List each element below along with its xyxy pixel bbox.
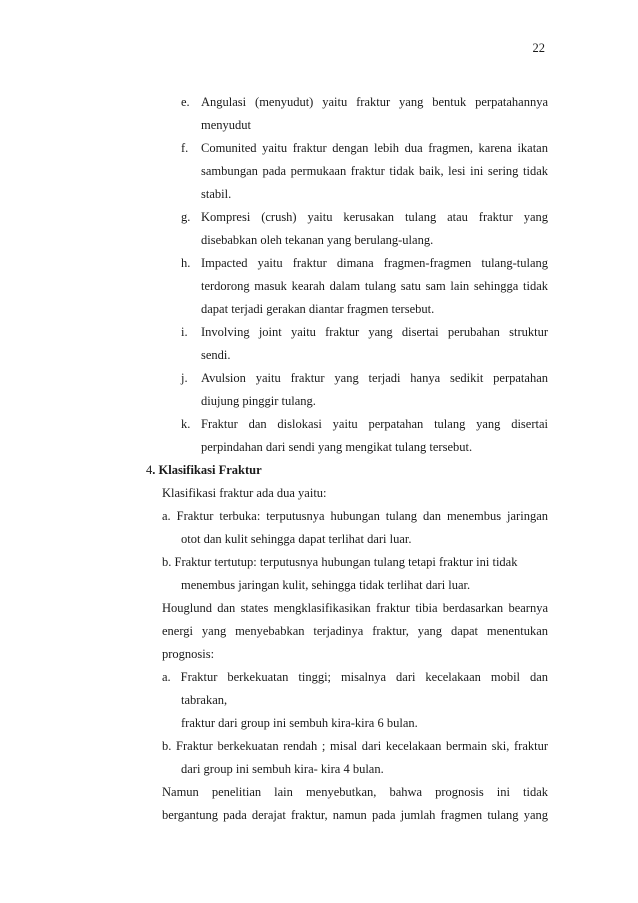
list-item-a-high-energy: a. Fraktur berkekuatan tinggi; misalnya dari kecelakaan mobil dan bbox=[162, 670, 548, 684]
list-marker: g. bbox=[181, 210, 191, 224]
paragraph-intro: Klasifikasi fraktur ada dua yaitu: bbox=[162, 486, 327, 500]
list-text: Angulasi (menyudut) yaitu fraktur yang bentuk perpatahannya bbox=[201, 95, 548, 109]
list-text: sambungan pada permukaan fraktur tidak baik, lesi ini sering tidak bbox=[201, 164, 548, 178]
list-text: Involving joint yaitu fraktur yang disertai perubahan struktur bbox=[201, 325, 548, 339]
list-marker: h. bbox=[181, 256, 191, 270]
list-marker: k. bbox=[181, 417, 191, 431]
list-item-b-low-energy-cont: dari group ini sembuh kira- kira 4 bulan. bbox=[181, 762, 384, 776]
page-number: 22 bbox=[532, 41, 545, 55]
paragraph-namun: bergantung pada derajat fraktur, namun pada jumlah fragmen tulang yang bbox=[162, 808, 548, 822]
list-marker: j. bbox=[181, 371, 188, 385]
list-item-a-open: a. Fraktur terbuka: terputusnya hubungan tulang dan menembus jaringan bbox=[162, 509, 548, 523]
list-text: Impacted yaitu fraktur dimana fragmen-fragmen tulang-tulang bbox=[201, 256, 548, 270]
list-text: terdorong masuk kearah dalam tulang satu sam lain sehingga tidak bbox=[201, 279, 548, 293]
list-text: stabil. bbox=[201, 187, 232, 201]
list-text: diujung pinggir tulang. bbox=[201, 394, 316, 408]
list-item-a-high-energy-cont: tabrakan, bbox=[181, 693, 228, 707]
section-number: 4 bbox=[146, 463, 153, 477]
list-item-a-high-energy-cont: fraktur dari group ini sembuh kira-kira 6 bulan. bbox=[181, 716, 418, 730]
list-item-a-open-cont: otot dan kulit sehingga dapat terlihat dari luar. bbox=[181, 532, 412, 546]
list-text: Comunited yaitu fraktur dengan lebih dua fragmen, karena ikatan bbox=[201, 141, 548, 155]
list-text: Fraktur dan dislokasi yaitu perpatahan tulang yang disertai bbox=[201, 417, 548, 431]
section-title: . Klasifikasi Fraktur bbox=[152, 463, 262, 477]
list-text: Kompresi (crush) yaitu kerusakan tulang atau fraktur yang bbox=[201, 210, 548, 224]
list-text: menyudut bbox=[201, 118, 251, 132]
list-text: perpindahan dari sendi yang mengikat tulang tersebut. bbox=[201, 440, 473, 454]
list-item-b-closed: b. Fraktur tertutup: terputusnya hubungan tulang tetapi fraktur ini tidak bbox=[162, 555, 518, 569]
list-text: dapat terjadi gerakan diantar fragmen tersebut. bbox=[201, 302, 435, 316]
list-marker: e. bbox=[181, 95, 190, 109]
paragraph-houglund: Houglund dan states mengklasifikasikan fraktur tibia berdasarkan bearnya bbox=[162, 601, 548, 615]
list-text: Avulsion yaitu fraktur yang terjadi hanya sedikit perpatahan bbox=[201, 371, 548, 385]
paragraph-houglund: prognosis: bbox=[162, 647, 215, 661]
paragraph-houglund: energi yang menyebabkan terjadinya fraktur, yang dapat menentukan bbox=[162, 624, 548, 638]
list-text: disebabkan oleh tekanan yang berulang-ulang. bbox=[201, 233, 434, 247]
list-item-b-low-energy: b. Fraktur berkekuatan rendah ; misal dari kecelakaan bermain ski, fraktur bbox=[162, 739, 548, 753]
paragraph-namun: Namun penelitian lain menyebutkan, bahwa prognosis ini tidak bbox=[162, 785, 548, 799]
list-marker: i. bbox=[181, 325, 188, 339]
list-marker: f. bbox=[181, 141, 189, 155]
section-heading bbox=[146, 463, 262, 478]
list-text: sendi. bbox=[201, 348, 231, 362]
list-item-b-closed-cont: menembus jaringan kulit, sehingga tidak terlihat dari luar. bbox=[181, 578, 471, 592]
